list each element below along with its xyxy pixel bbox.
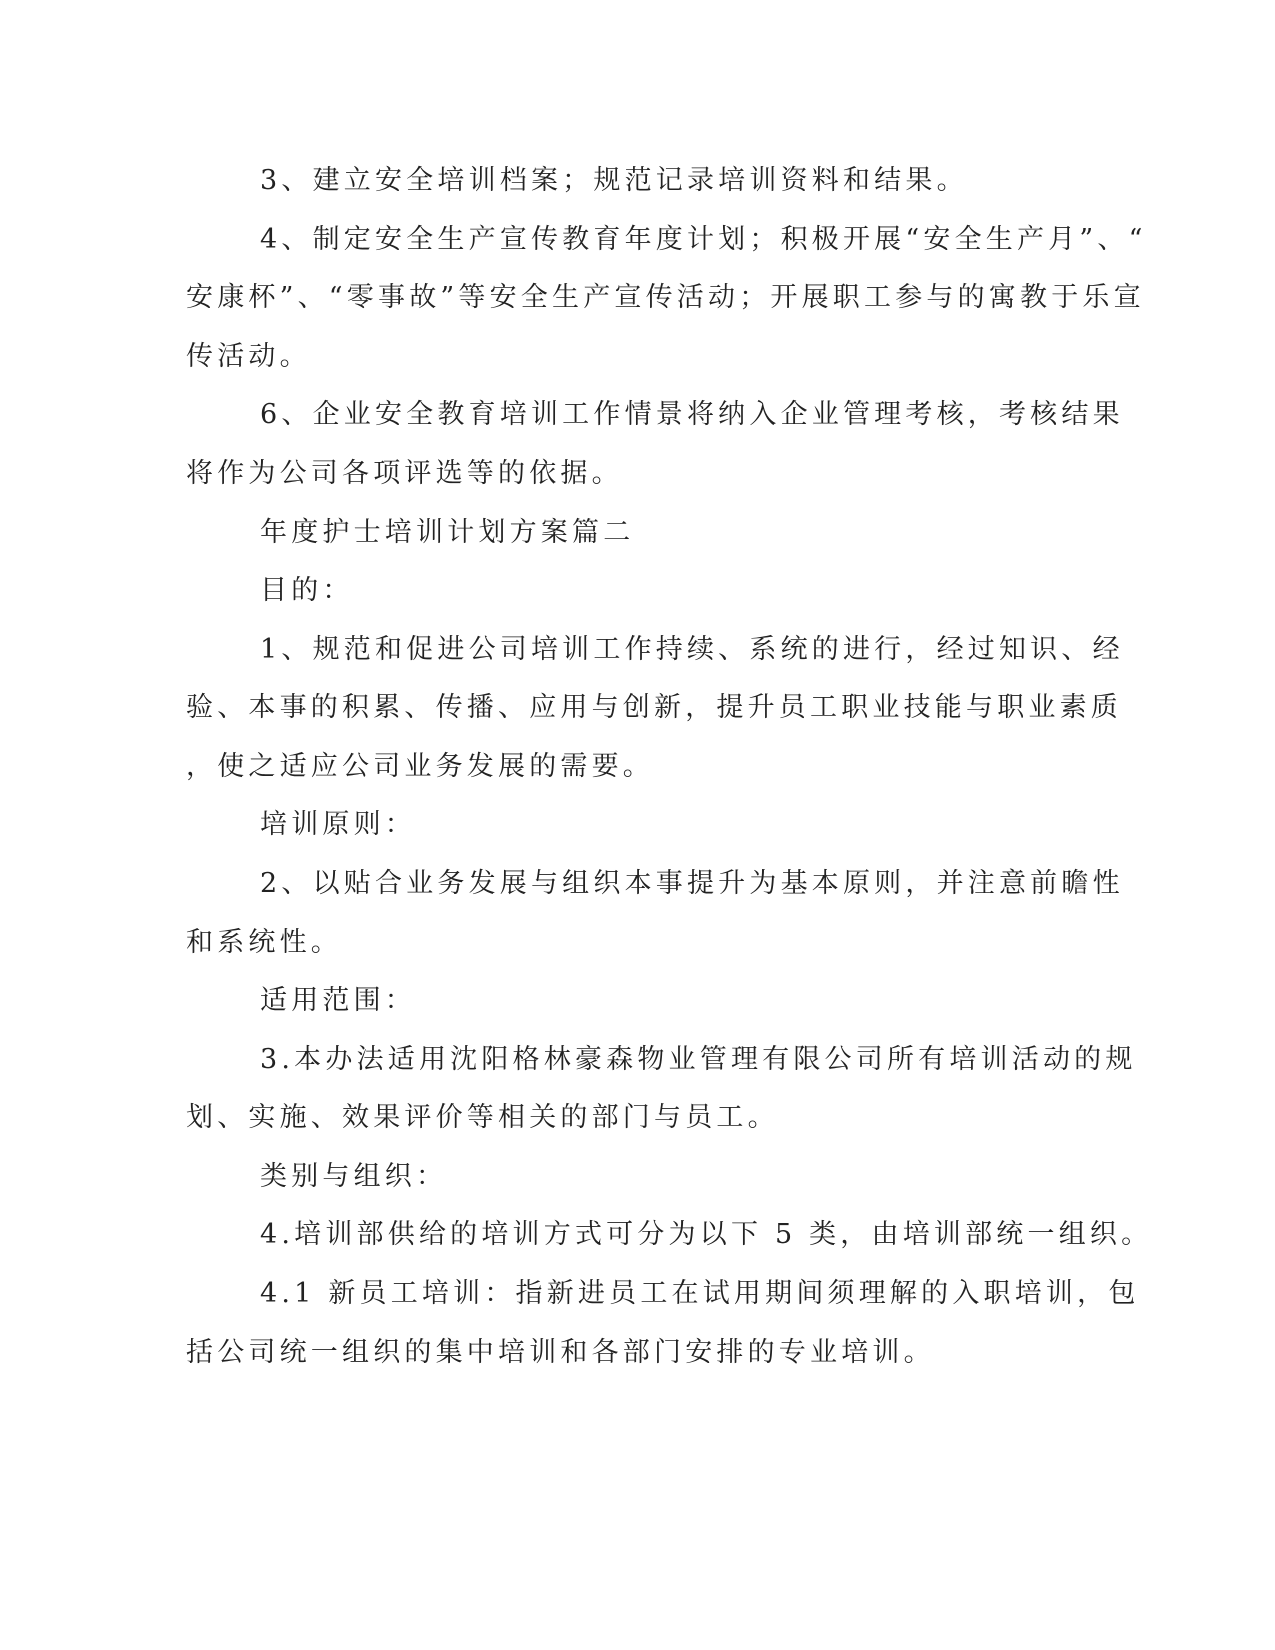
paragraph-line-21: 括公司统一组织的集中培训和各部门安排的专业培训。 [186,1337,935,1368]
section-heading: 年度护士培训计划方案篇二 [260,517,635,548]
subheading-purpose: 目的： [260,575,354,606]
paragraph-line-20: 4.1 新员工培训：指新进员工在试用期间须理解的入职培训，包 [260,1278,1140,1309]
paragraph-line-14: 和系统性。 [186,927,342,958]
subheading-categories: 类别与组织： [260,1161,448,1192]
paragraph-line-11: ，使之适应公司业务发展的需要。 [186,751,654,782]
paragraph-line-3: 安康杯”、“零事故”等安全生产宣传活动；开展职工参与的寓教于乐宣 [186,282,1145,313]
paragraph-line-4: 传活动。 [186,341,311,372]
paragraph-line-13: 2、以贴合业务发展与组织本事提升为基本原则，并注意前瞻性 [260,868,1124,899]
paragraph-line-10: 验、本事的积累、传播、应用与创新，提升员工职业技能与职业素质 [186,692,1122,723]
paragraph-line-6: 将作为公司各项评选等的依据。 [186,458,623,489]
subheading-scope: 适用范围： [260,985,416,1016]
paragraph-line-9: 1、规范和促进公司培训工作持续、系统的进行，经过知识、经 [260,634,1124,665]
paragraph-line-5: 6、企业安全教育培训工作情景将纳入企业管理考核，考核结果 [260,399,1124,430]
subheading-principles: 培训原则： [260,809,416,840]
paragraph-line-17: 划、实施、效果评价等相关的部门与员工。 [186,1102,779,1133]
paragraph-line-1: 3、建立安全培训档案；规范记录培训资料和结果。 [260,165,968,196]
paragraph-line-19: 4.培训部供给的培训方式可分为以下 5 类，由培训部统一组织。 [260,1219,1153,1250]
paragraph-line-16: 3.本办法适用沈阳格林豪森物业管理有限公司所有培训活动的规 [260,1044,1137,1075]
paragraph-line-2: 4、制定安全生产宣传教育年度计划；积极开展“安全生产月”、“ [260,224,1147,255]
